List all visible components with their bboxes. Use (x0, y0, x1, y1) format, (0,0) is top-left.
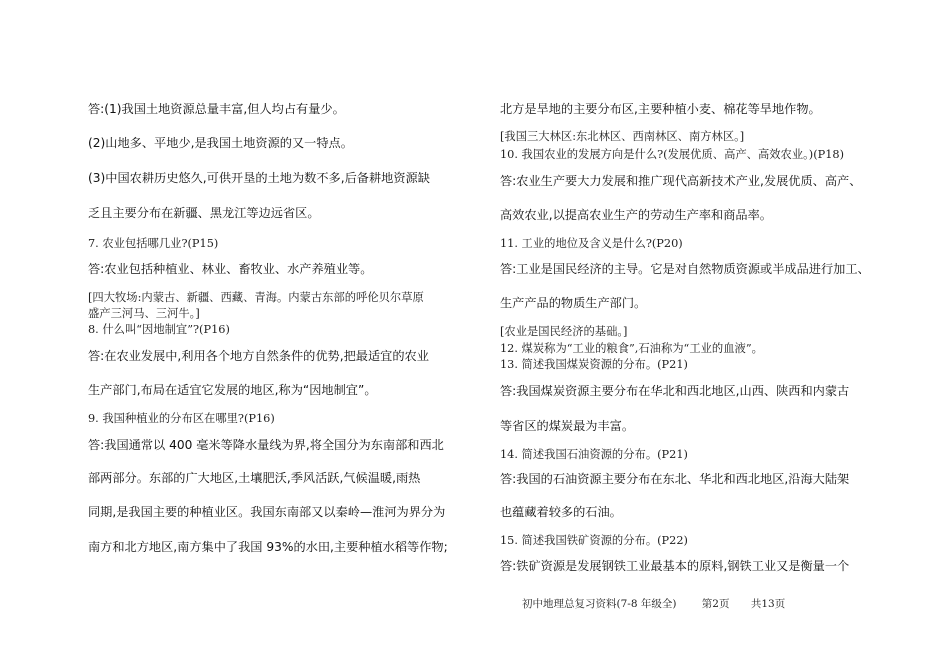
footer-page-number: 第2页 (701, 598, 730, 610)
answer-land-resources-1: 答:(1)我国土地资源总量丰富,但人均占有量少。 (88, 102, 345, 116)
page-footer (522, 596, 785, 611)
footer-total-pages: 共13页 (750, 598, 786, 610)
answer-13-line-1: 答:我国煤炭资源主要分布在华北和西北地区,山西、陕西和内蒙古 (500, 384, 850, 398)
answer-11-line-1: 答:工业是国民经济的主导。它是对自然物质资源或半成品进行加工、 (500, 262, 870, 276)
question-14: 14. 简述我国石油资源的分布。(P21) (500, 448, 688, 461)
question-11: 11. 工业的地位及含义是什么?(P20) (500, 237, 683, 250)
answer-land-resources-3: (3)中国农耕历史悠久,可供开垦的土地为数不多,后备耕地资源缺 (88, 171, 430, 185)
answer-7: 答:农业包括种植业、林业、畜牧业、水产养殖业等。 (88, 262, 373, 276)
answer-8-line-2: 生产部门,布局在适宜它发展的地区,称为“因地制宜”。 (88, 383, 377, 397)
question-10: 10. 我国农业的发展方向是什么?(发展优质、高产、高效农业。)(P18) (500, 148, 844, 161)
answer-11-line-2: 生产产品的物质生产部门。 (500, 296, 647, 310)
note-7-line-2: 盛产三河马、三河牛。] (88, 307, 200, 320)
item-12: 12. 煤炭称为“工业的粮食”,石油称为“工业的血液”。 (500, 342, 763, 355)
footer-doc-title: 初中地理总复习资料(7-8 年级全) (522, 598, 677, 610)
answer-9-line-4: 南方和北方地区,南方集中了我国 93%的水田,主要种植水稻等作物; (88, 540, 448, 554)
answer-8-line-1: 答:在农业发展中,利用各个地方自然条件的优势,把最适宜的农业 (88, 349, 429, 363)
note-three-forest-regions: [我国三大林区:东北林区、西南林区、南方林区。] (500, 130, 745, 143)
answer-10-line-2: 高效农业,以提高农业生产的劳动生产率和商品率。 (500, 208, 772, 222)
question-9: 9. 我国种植业的分布区在哪里?(P16) (88, 412, 275, 425)
answer-10-line-1: 答:农业生产要大力发展和推广现代高新技术产业,发展优质、高产、 (500, 174, 862, 188)
answer-9-line-1: 答:我国通常以 400 毫米等降水量线为界,将全国分为东南部和西北 (88, 438, 444, 452)
answer-15-line-1: 答:铁矿资源是发展钢铁工业最基本的原料,钢铁工业又是衡量一个 (500, 559, 850, 573)
answer-13-line-2: 等省区的煤炭最为丰富。 (500, 419, 635, 433)
answer-9-line-3: 同期,是我国主要的种植业区。我国东南部又以秦岭—淮河为界分为 (88, 505, 446, 519)
note-7-line-1: [四大牧场:内蒙古、新疆、西藏、青海。内蒙古东部的呼伦贝尔草原 (88, 291, 424, 304)
answer-14-line-2: 也蕴藏着较多的石油。 (500, 505, 622, 519)
answer-14-line-1: 答:我国的石油资源主要分布在东北、华北和西北地区,沿海大陆架 (500, 472, 850, 486)
question-8: 8. 什么叫“因地制宜”?(P16) (88, 323, 230, 336)
answer-9-line-2: 部两部分。东部的广大地区,土壤肥沃,季风活跃,气候温暖,雨热 (88, 471, 421, 485)
answer-9-continued: 北方是旱地的主要分布区,主要种植小麦、棉花等旱地作物。 (500, 102, 821, 116)
note-agriculture-basis: [农业是国民经济的基础。] (500, 325, 628, 338)
question-15: 15. 简述我国铁矿资源的分布。(P22) (500, 534, 688, 547)
answer-land-resources-4: 乏且主要分布在新疆、黑龙江等边远省区。 (88, 206, 320, 220)
answer-land-resources-2: (2)山地多、平地少,是我国土地资源的又一特点。 (88, 136, 353, 150)
question-7: 7. 农业包括哪几业?(P15) (88, 237, 219, 250)
question-13: 13. 简述我国煤炭资源的分布。(P21) (500, 358, 688, 371)
